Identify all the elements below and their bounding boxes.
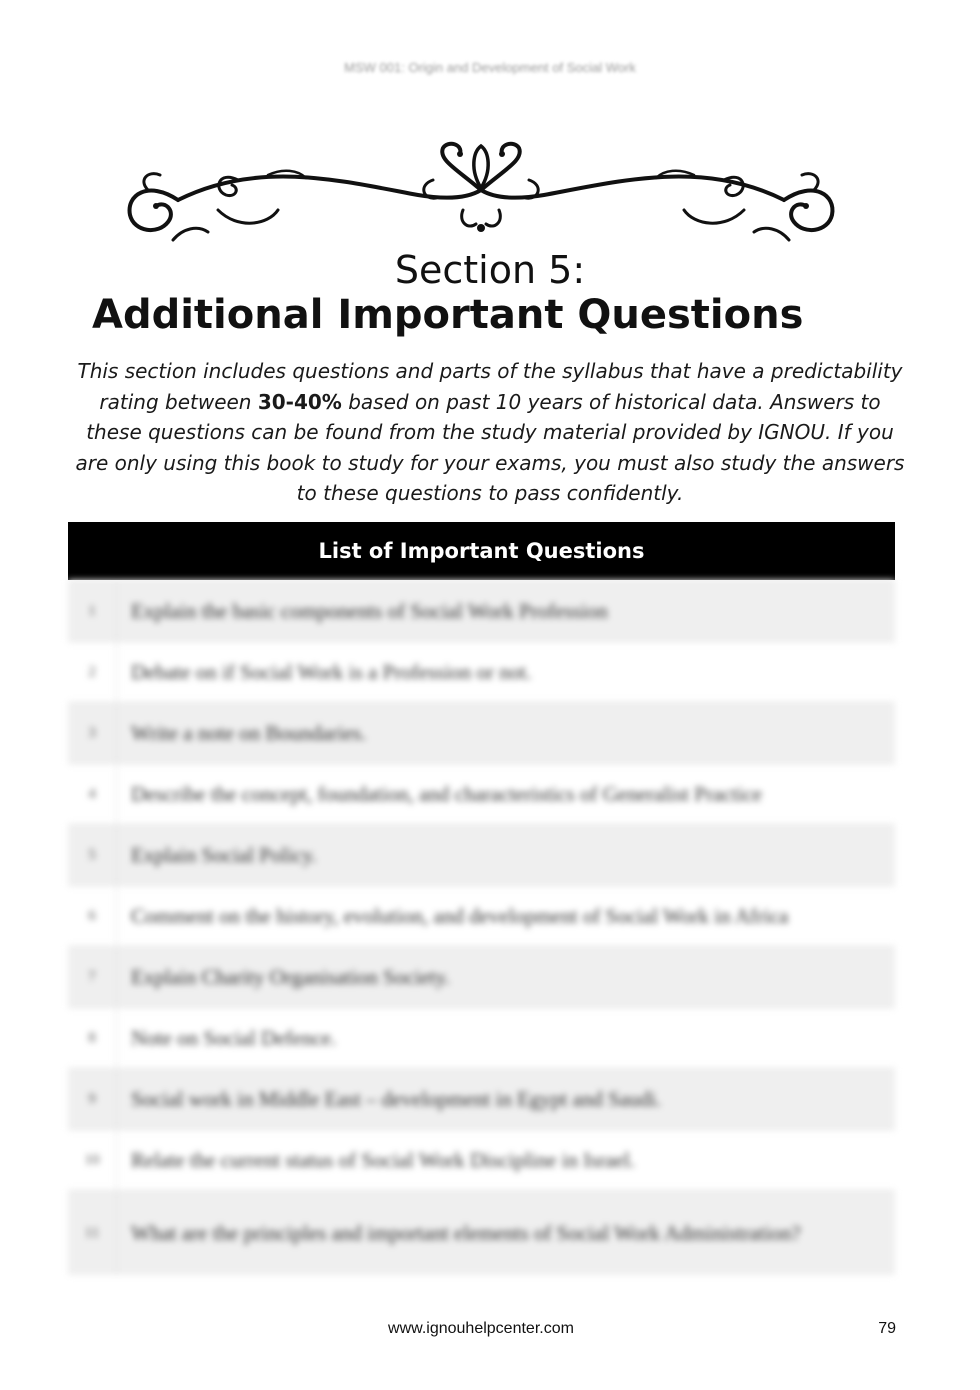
section-label: Section 5: <box>394 248 586 292</box>
question-number: 5 <box>68 825 117 885</box>
question-text: Write a note on Boundaries. <box>131 721 367 745</box>
section-intro <box>70 356 910 509</box>
table-row <box>68 1007 895 1068</box>
question-text: Explain Social Policy. <box>131 843 317 867</box>
question-number: 2 <box>68 642 117 702</box>
table-body <box>68 580 895 1275</box>
intro-text-start: This section includes questions and parts of the syllabus that have a predictability rating between <box>77 359 903 414</box>
table-header: List of Important Questions <box>68 522 895 580</box>
question-text: Debate on if Social Work is a Profession or not. <box>131 660 532 684</box>
question-number: 3 <box>68 703 117 763</box>
question-text: Comment on the history, evolution, and development of Social Work in Africa <box>131 904 789 928</box>
table-row <box>68 824 895 885</box>
question-number: 6 <box>68 886 117 946</box>
table-row <box>68 641 895 702</box>
section-title: Additional Important Questions <box>92 292 804 338</box>
question-text: Social work in Middle East – development in Egypt and Saudi. <box>131 1087 662 1111</box>
table-row <box>68 702 895 763</box>
question-text: Describe the concept, foundation, and characteristics of Generalist Practice <box>131 782 762 806</box>
important-questions-table <box>68 522 895 1275</box>
intro-highlight-percent: 30-40% <box>257 389 342 414</box>
question-number: 1 <box>68 581 117 641</box>
decorative-flourish-ornament <box>118 140 844 250</box>
question-number: 7 <box>68 947 117 1007</box>
question-text: Relate the current status of Social Work Discipline in Israel. <box>131 1148 636 1172</box>
question-number: 4 <box>68 764 117 824</box>
footer-website-link[interactable]: www.ignouhelpcenter.com <box>388 1320 574 1337</box>
table-row <box>68 885 895 946</box>
table-row <box>68 580 895 641</box>
page-number: 79 <box>878 1320 896 1337</box>
table-row <box>68 946 895 1007</box>
question-text: What are the principles and important elements of Social Work Administration? <box>131 1221 801 1245</box>
table-row <box>68 1129 895 1190</box>
question-text: Explain Charity Organisation Society. <box>131 965 451 989</box>
question-number: 10 <box>68 1130 117 1190</box>
table-row <box>68 1190 895 1275</box>
intro-text-end: based on past 10 years of historical data. Answers to these questions can be found from the study material provided by IGNOU. If you are only using this book to study for your exams, you must also study the answers to these questions to pass confidently. <box>75 389 905 505</box>
question-number: 8 <box>68 1008 117 1068</box>
running-head: MSW 001: Origin and Development of Social Work <box>344 60 636 75</box>
question-text: Explain the basic components of Social Work Profession <box>131 599 608 623</box>
table-row <box>68 1068 895 1129</box>
question-number: 11 <box>68 1191 117 1275</box>
table-row <box>68 763 895 824</box>
question-text: Note on Social Defence. <box>131 1026 337 1050</box>
question-number: 9 <box>68 1069 117 1129</box>
